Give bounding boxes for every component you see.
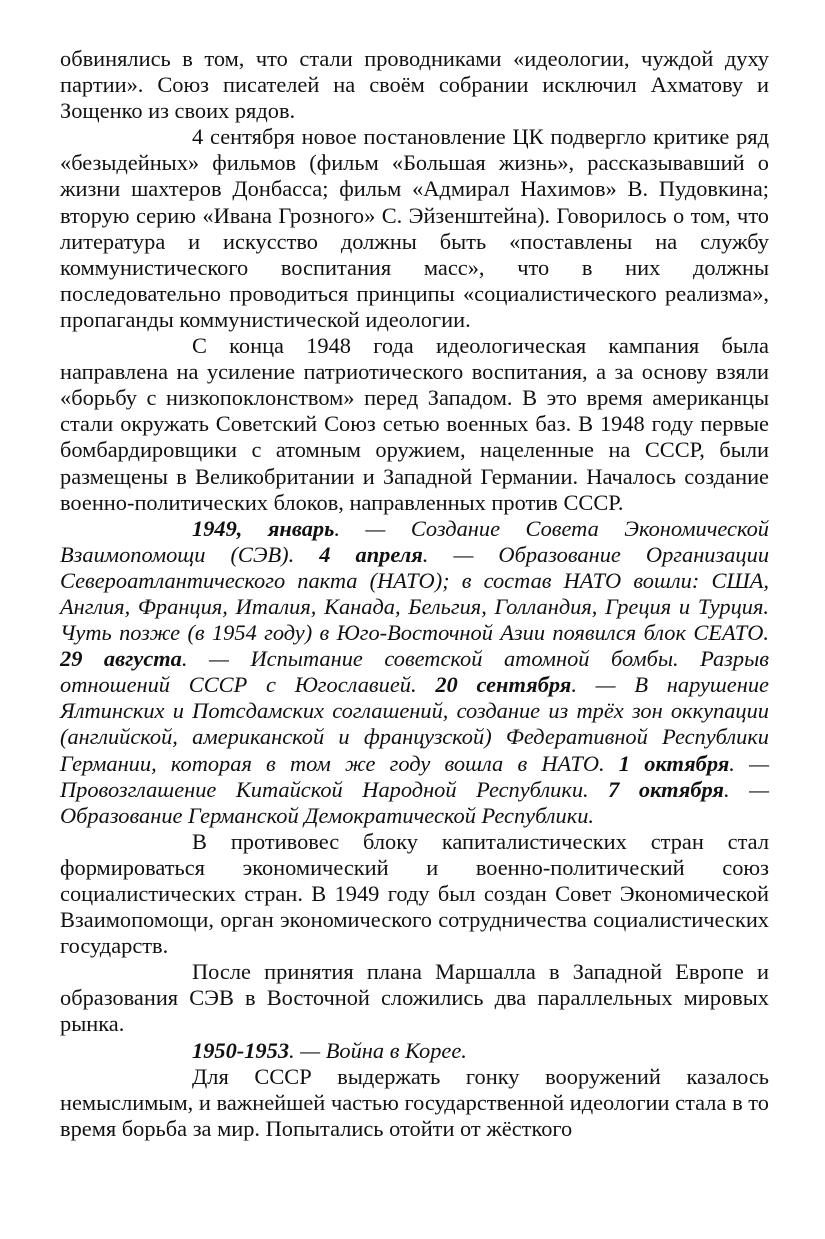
paragraph: После принятия плана Маршалла в Западной Европе и образования СЭВ в Восточной сложились два параллельных мировых рынка. [60, 959, 769, 1037]
date-label: 29 августа [60, 646, 182, 672]
date-label: 4 апреля [319, 541, 423, 567]
event-text: . — В нарушение Ялтинских и Потсдамских соглашений, создание из трёх зон оккупации (английской, американской и французской) Федеративной Республики Германии, которая в том же году вошла в НАТО. [60, 672, 769, 776]
date-label: 1 октября [618, 750, 730, 776]
chronology-paragraph [60, 516, 769, 829]
paragraph: В противовес блоку капиталистических стран стал формироваться экономический и военно-политический союз социалистических стран. В 1949 году был создан Совет Экономической Взаимопомощи, орган экономического сотрудничества социалистических государств. [60, 828, 769, 959]
paragraph: Для СССР выдержать гонку вооружений казалось немыслимым, и важнейшей частью государственной идеологии стала в то время борьба за мир. Попытались отойти от жёсткого [60, 1063, 769, 1141]
chronology-paragraph [60, 1038, 769, 1064]
date-label: 1950-1953 [192, 1037, 290, 1063]
date-label: 20 сентября [435, 672, 572, 698]
event-text: . — Испытание советской атомной бомбы. Разрыв отношений СССР с Югославией. [60, 646, 769, 698]
event-text: . — Война в Корее. [289, 1037, 467, 1063]
paragraph: С конца 1948 года идеологическая кампания была направлена на усиление патриотического воспитания, а за основу взяли «борьбу с низкопоклонством» перед Западом. В это время американцы стали окружать Советский Союз сетью военных баз. В 1948 году первые бомбардировщики с атомным оружием, нацеленные на СССР, были размещены в Великобритании и Западной Германии. Началось создание военно-политических блоков, направленных против СССР. [60, 333, 769, 515]
date-label: 7 октября [608, 776, 724, 802]
event-text: . — Образование Организации Североатлантического пакта (НАТО); в состав НАТО вошли: США, Англия, Франция, Италия, Канада, Бельгия, Голландия, Греция и Турция. Чуть позже (в 1954 году) в Юго-Восточной Азии появился блок СЕАТО. [60, 541, 770, 646]
event-text: . — Провозглашение Китайской Народной Республики. [60, 750, 769, 802]
paragraph: обвинялись в том, что стали проводниками «идеологии, чуждой духу партии». Союз писателей на своём собрании исключил Ахматову и Зощенко из своих рядов. [60, 46, 769, 124]
event-text: . — Образование Германской Демократической Республики. [60, 776, 769, 828]
paragraph: 4 сентября новое постановление ЦК подвергло критике ряд «безыдейных» фильмов (фильм «Большая жизнь», рассказывавший о жизни шахтеров Донбасса; фильм «Адмирал Нахимов» В. Пудовкина; вторую серию «Ивана Грозного» С. Эйзенштейна). Говорилось о том, что литература и искусство должны быть «поставлены на службу коммунистического воспитания масс», что в них должны последовательно проводиться принципы «социалистического реализма», пропаганды коммунистической идеологии. [60, 124, 769, 332]
date-label: 1949, январь [192, 515, 335, 541]
event-text: . — Создание Совета Экономической Взаимопомощи (СЭВ). [60, 515, 769, 567]
